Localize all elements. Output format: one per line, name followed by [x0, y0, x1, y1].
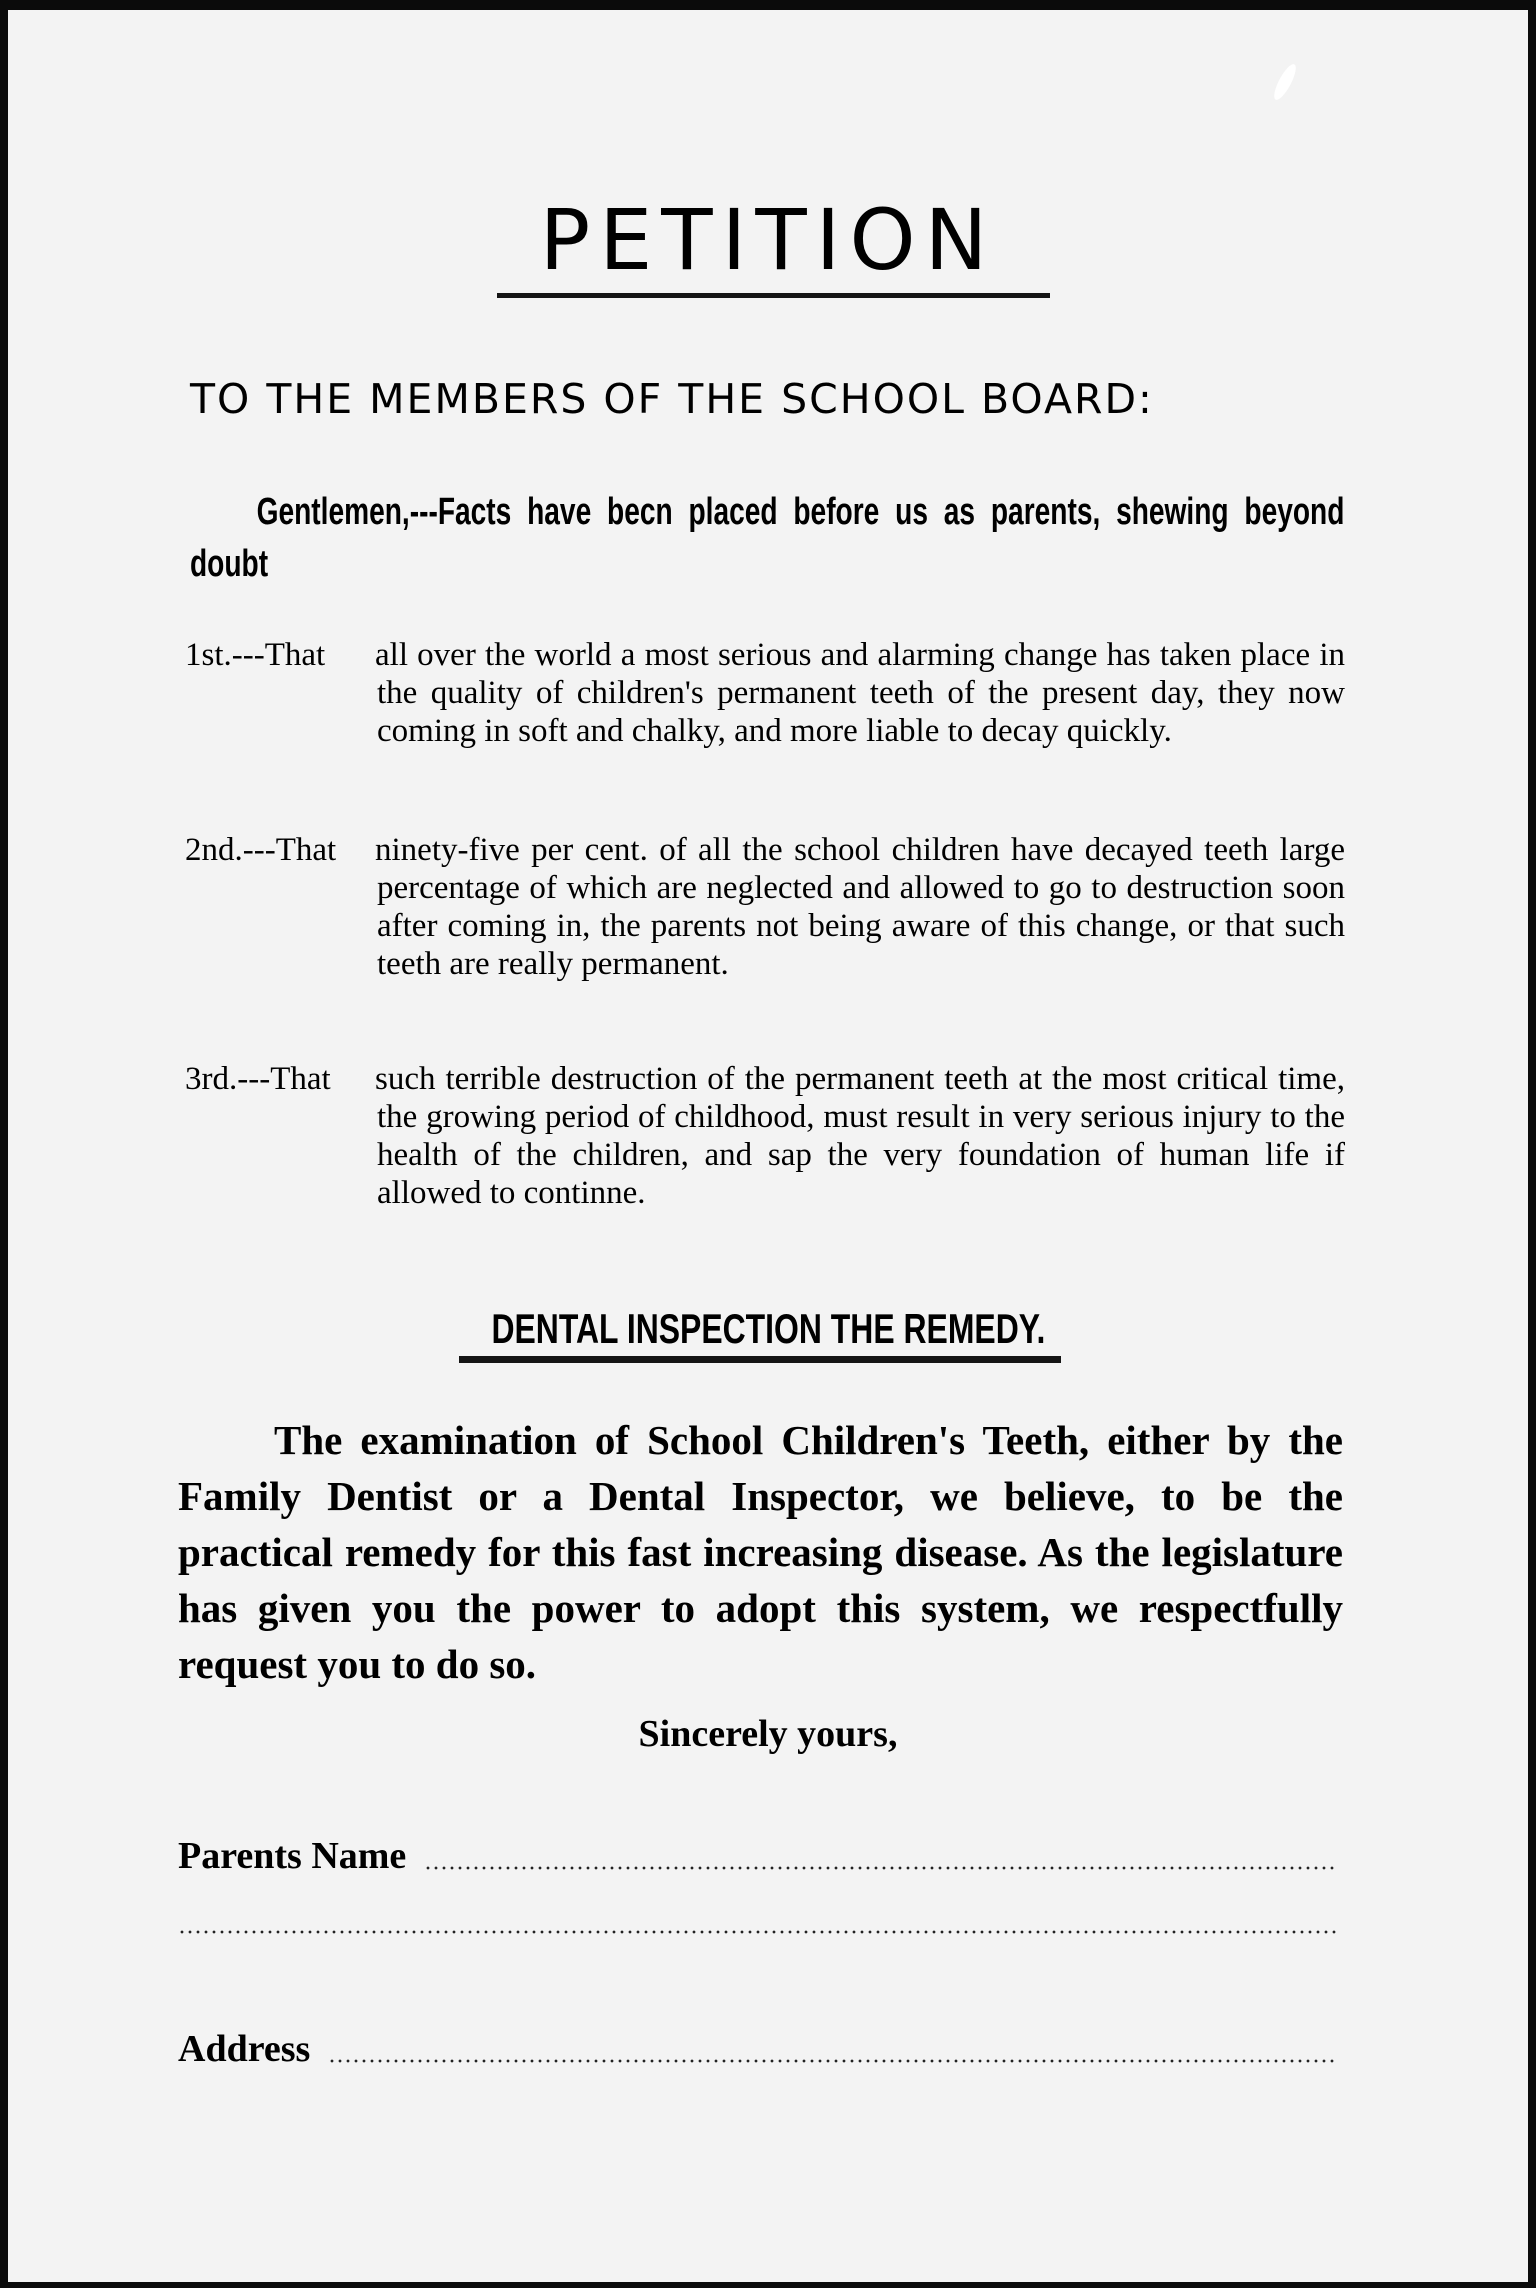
remedy-underline [459, 1356, 1061, 1363]
address-label: Address [178, 2028, 311, 2070]
clause-2-number: 2nd.---That [185, 832, 337, 868]
parents-name-field[interactable] [178, 1834, 1338, 1878]
parents-name-label: Parents Name [178, 1835, 407, 1877]
salutation-paragraph: Gentlemen,---Facts have becn placed before us as parents, shewing beyond doubt [190, 491, 1345, 585]
title-underline [497, 293, 1050, 298]
address-field[interactable] [178, 2027, 1338, 2071]
clause-1 [185, 636, 1345, 750]
clause-3-text: such terrible destruction of the permanent teeth at the most critical time, the growing period of childhood, must result in very serious injury to the health of the children, and sap the very foundation of human life if allowed to continne. [375, 1061, 1345, 1211]
addressee-line: TO THE MEMBERS OF THE SCHOOL BOARD: [190, 375, 1154, 423]
clause-2-text: ninety-five per cent. of all the school children have decayed teeth large percentage of which are neglected and allowed to go to destruction soon after coming in, the parents not being aware of this change, or that such teeth are really permanent. [375, 832, 1345, 982]
request-paragraph: The examination of School Children's Teeth, either by the Family Dentist or a Dental Inspector, we believe, to be the practical remedy for this fast increasing disease. As the legislature has given you the power to adopt this system, we respectfully request you to do so. [178, 1417, 1343, 1687]
extra-dotted-line[interactable] [178, 1930, 1338, 1934]
clause-1-text: all over the world a most serious and alarming change has taken place in the quality of children's permanent teeth of the present day, they now coming in soft and chalky, and more liable to decay quickly. [375, 637, 1345, 749]
extra-name-line[interactable] [178, 1930, 1338, 1942]
petition-title: PETITION [539, 191, 997, 289]
remedy-heading [0, 1305, 1536, 1353]
clause-3 [185, 1060, 1345, 1212]
clause-3-number: 3rd.---That [185, 1061, 331, 1097]
clause-1-number: 1st.---That [185, 637, 326, 673]
address-dotted-line[interactable] [328, 2059, 1338, 2063]
remedy-heading-text: DENTAL INSPECTION THE REMEDY. [491, 1305, 1045, 1352]
clause-2 [185, 831, 1345, 983]
closing-line: Sincerely yours, [638, 1713, 898, 1755]
parents-name-dotted-line[interactable] [424, 1866, 1338, 1870]
